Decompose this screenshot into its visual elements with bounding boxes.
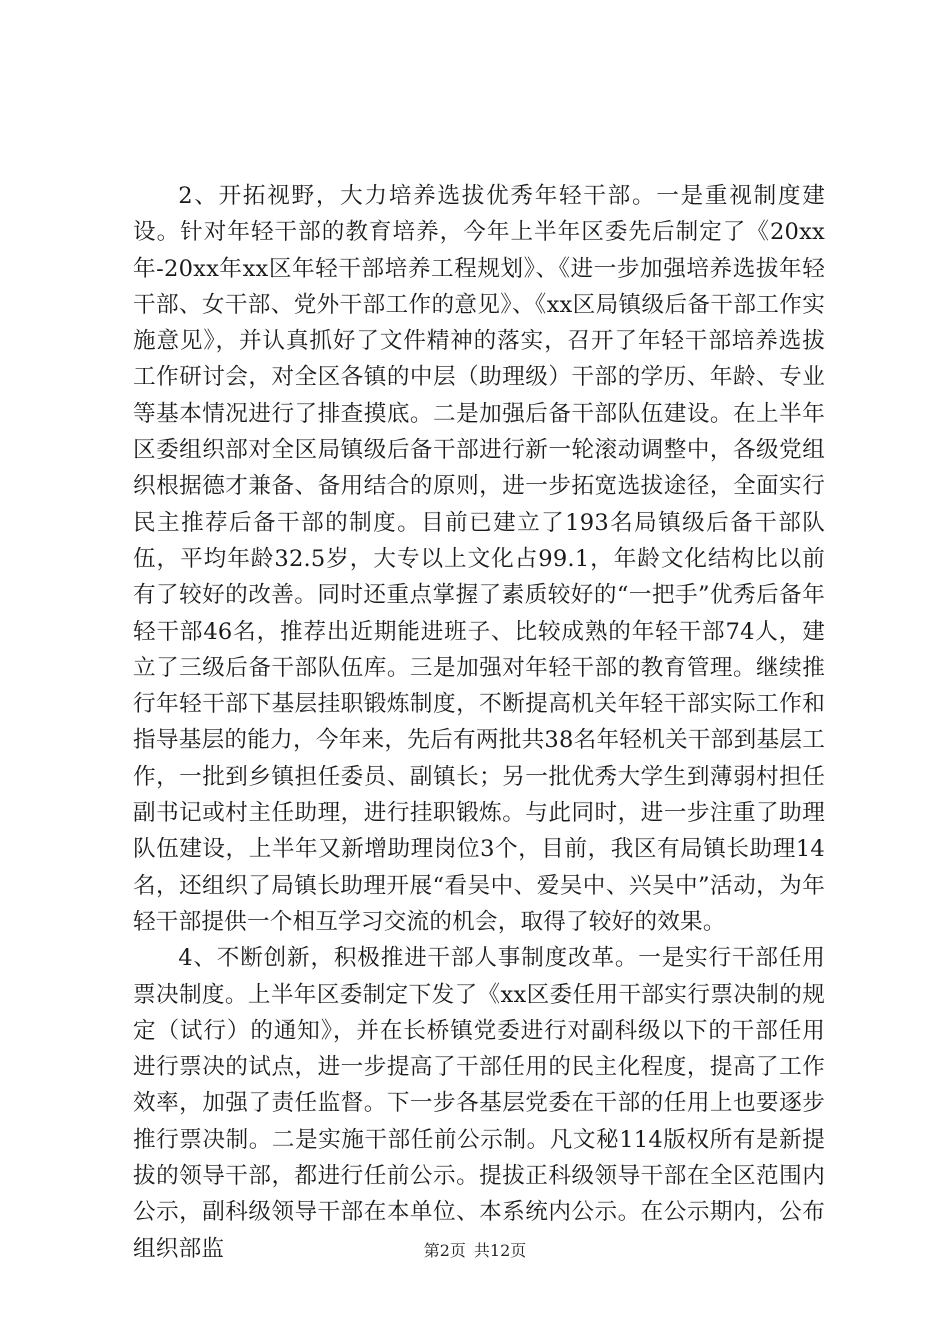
document-body bbox=[133, 178, 825, 1267]
page-footer bbox=[0, 1240, 950, 1262]
paragraph-cadre-training: 2、开拓视野，大力培养选拔优秀年轻干部。一是重视制度建设。针对年轻干部的教育培养，今年上半年区委先后制定了《20xx年-20xx年xx区年轻干部培养工程规划》、《进一步加强培养选拔年轻干部、女干部、党外干部工作的意见》、《xx区局镇级后备干部工作实施意见》，并认真抓好了文件精神的落实，召开了年轻干部培养选拔工作研讨会，对全区各镇的中层（助理级）干部的学历、年龄、专业等基本情况进行了排查摸底。二是加强后备干部队伍建设。在上半年区委组织部对全区局镇级后备干部进行新一轮滚动调整中，各级党组织根据德才兼备、备用结合的原则，进一步拓宽选拔途径，全面实行民主推荐后备干部的制度。目前已建立了193名局镇级后备干部队伍，平均年龄32.5岁，大专以上文化占99.1，年龄文化结构比以前有了较好的改善。同时还重点掌握了素质较好的“一把手”优秀后备年轻干部46名，推荐出近期能进班子、比较成熟的年轻干部74人，建立了三级后备干部队伍库。三是加强对年轻干部的教育管理。继续推行年轻干部下基层挂职锻炼制度，不断提高机关年轻干部实际工作和指导基层的能力，今年来，先后有两批共38名年轻机关干部到基层工作，一批到乡镇担任委员、副镇长；另一批优秀大学生到薄弱村担任副书记或村主任助理，进行挂职锻炼。与此同时，进一步注重了助理队伍建设，上半年又新增助理岗位3个，目前，我区有局镇长助理14名，还组织了局镇长助理开展“看吴中、爱吴中、兴吴中”活动，为年轻干部提供一个相互学习交流的机会，取得了较好的效果。 bbox=[133, 183, 825, 935]
page-total: 共12页 bbox=[473, 1241, 527, 1260]
paragraph-personnel-reform: 4、不断创新，积极推进干部人事制度改革。一是实行干部任用票决制度。上半年区委制定下发了《xx区委任用干部实行票决制的规定（试行）的通知》，并在长桥镇党委进行对副科级以下的干部任用进行票决的试点，进一步提高了干部任用的民主化程度，提高了工作效率，加强了责任监督。下一步各基层党委在干部的任用上也要逐步推行票决制。二是实施干部任前公示制。凡文秘114版权所有是新提拔的领导干部，都进行任前公示。提拔正科级领导干部在全区范围内公示，副科级领导干部在本单位、本系统内公示。在公示期内，公布组织部监 bbox=[133, 945, 825, 1262]
page-number: 第2页 bbox=[423, 1241, 466, 1260]
